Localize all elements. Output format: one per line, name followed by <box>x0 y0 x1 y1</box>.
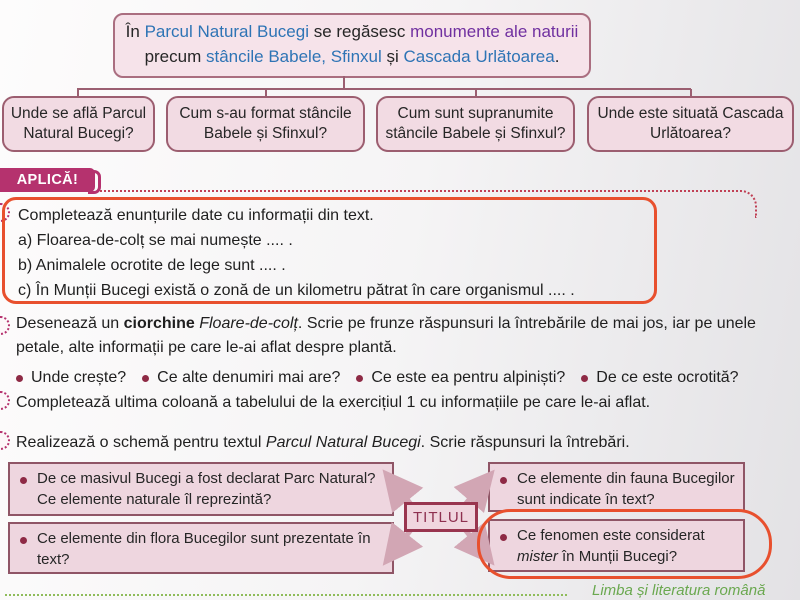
exercise-2-bold-term: ciorchine <box>123 315 200 332</box>
bullet-dot-icon <box>142 375 149 382</box>
exercise-1-item-c: c) În Munții Bucegi există o zonă de un kilometru pătrat în care organismul .... . <box>18 282 575 299</box>
exercise-2-text: . Scrie pe frunze răspunsuri la întrebările de mai jos, iar pe unele petale, alte informații pe care le-ai aflat despre plantă. <box>16 315 756 356</box>
exercise-2-question-list <box>16 366 788 390</box>
schema-box-left-bottom <box>8 522 394 574</box>
exercise-2-paragraph <box>16 312 788 360</box>
question-text: Unde crește? <box>31 369 127 386</box>
bullet-dot-icon <box>356 375 363 382</box>
list-item <box>356 366 565 390</box>
question-text: Ce este ea pentru alpiniști? <box>371 369 566 386</box>
bullet-dot-icon <box>20 537 27 544</box>
bullet-dot-icon <box>20 477 27 484</box>
intro-highlight-waterfall: Cascada Urlătoarea <box>403 46 555 66</box>
schema-box-left-top <box>8 462 394 516</box>
intro-highlight-park: Parcul Natural Bucegi <box>144 22 309 41</box>
exercise-marker-icon <box>0 316 10 335</box>
intro-text: și <box>381 46 404 66</box>
intro-statement-box <box>113 13 591 78</box>
list-item <box>142 366 340 390</box>
schema-italic-term: mister <box>517 547 558 565</box>
tree-connector-bar <box>77 88 691 90</box>
intro-text: . <box>554 46 560 66</box>
exercise-2-italic-term: Floare-de-colț <box>199 315 298 332</box>
intro-line-2 <box>123 45 581 70</box>
exercise-4-text: Realizează o schemă pentru textul <box>16 434 266 451</box>
question-text: Ce alte denumiri mai are? <box>157 369 341 386</box>
exercise-4-text: . Scrie răspunsuri la întrebări. <box>420 434 630 451</box>
question-box-waterfall: Unde este situată Cascada Urlătoarea? <box>587 96 794 152</box>
question-box-location: Unde se află Parcul Natural Bucegi? <box>2 96 155 152</box>
schema-center-title-box: TITLUL <box>404 502 478 532</box>
intro-text: se regăsesc <box>309 22 411 41</box>
schema-box-text: Ce elemente din fauna Bucegilor sunt indicate în text? <box>517 470 735 508</box>
bullet-dot-icon <box>16 375 23 382</box>
intro-highlight-monuments: monumente ale naturii <box>410 22 579 41</box>
list-item <box>16 366 126 390</box>
exercise-1-highlight-box <box>2 197 657 304</box>
exercise-2 <box>16 312 788 390</box>
exercise-marker-icon <box>0 391 10 410</box>
schema-text: Ce fenomen este considerat <box>517 527 705 544</box>
list-item <box>581 366 738 390</box>
intro-highlight-rocks: stâncile Babele, Sfinxul <box>205 46 382 66</box>
exercise-3: Completează ultima coloană a tabelului de la exercițiul 1 cu informațiile pe care le-ai aflat. <box>16 394 651 411</box>
exercise-1-item-a: a) Floarea-de-colț se mai numește .... . <box>18 232 293 249</box>
intro-text: precum <box>144 46 206 66</box>
bullet-dot-icon <box>581 375 588 382</box>
schema-box-text: Ce elemente din flora Bucegilor sunt prezentate în text? <box>37 530 371 568</box>
exercise-1-intro: Completează enunțurile date cu informații din text. <box>18 207 374 224</box>
exercise-2-text: Desenează un <box>16 315 124 332</box>
intro-line-1 <box>123 20 581 45</box>
exercise-4-italic-title: Parcul Natural Bucegi <box>265 434 421 451</box>
question-box-nickname: Cum sunt supranumite stâncile Babele și Sfinxul? <box>376 96 575 152</box>
exercise-4 <box>16 431 788 455</box>
schema-box-text: De ce masivul Bucegi a fost declarat Parc Natural? Ce elemente naturale îl reprezintă? <box>37 470 376 508</box>
schema-box-right-top <box>488 462 745 512</box>
schema-text: în Munții Bucegi? <box>557 547 678 565</box>
question-text: De ce este ocrotită? <box>596 369 739 386</box>
footer-dotted-line <box>5 594 567 596</box>
exercise-1-item-b: b) Animalele ocrotite de lege sunt .... . <box>18 257 286 274</box>
footer-subject-label: Limba și literatura română <box>592 582 766 599</box>
aplica-badge: APLICĂ! <box>0 168 95 192</box>
question-box-formation: Cum s-au format stâncile Babele și Sfinxul? <box>166 96 365 152</box>
orange-highlight-ring <box>477 509 772 579</box>
intro-text: În <box>125 22 145 41</box>
exercise-marker-icon <box>0 431 10 450</box>
